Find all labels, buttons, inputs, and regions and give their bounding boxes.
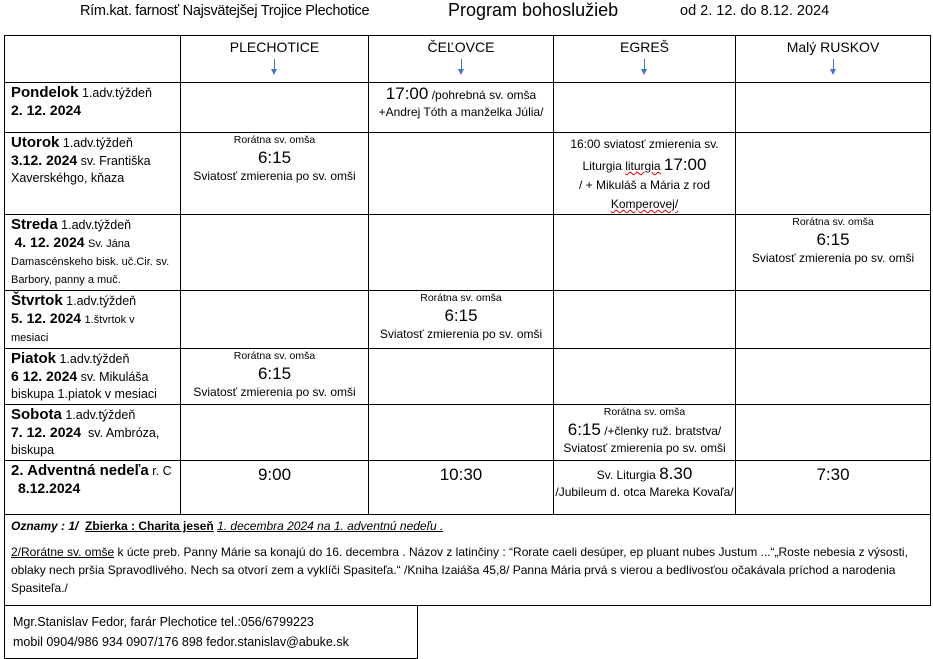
empty-cell bbox=[181, 215, 369, 291]
table-row bbox=[5, 133, 931, 215]
service-cell: 16:00 sviatosť zmierenia sv. Liturgia liturgia 17:00 / + Mikuláš a Mária z rod Komperovej/ bbox=[554, 133, 736, 215]
empty-cell bbox=[369, 405, 554, 461]
document-title: Program bohoslužieb bbox=[448, 0, 619, 20]
empty-cell bbox=[181, 83, 369, 133]
empty-cell bbox=[554, 291, 736, 349]
empty-cell bbox=[554, 215, 736, 291]
day-cell: Pondelok 1.adv.týždeň 2. 12. 2024 bbox=[5, 83, 181, 133]
column-header-egres: EGREŠ bbox=[554, 36, 736, 83]
arrow-down-icon bbox=[829, 59, 838, 75]
service-cell: Sv. Liturgia 8.30 /Jubileum d. otca Mareka Kovaľa/ bbox=[554, 461, 736, 515]
table-row bbox=[5, 461, 931, 515]
header-row bbox=[5, 36, 931, 83]
schedule-table bbox=[4, 35, 931, 606]
service-cell: Rorátna sv. omša 6:15 Sviatosť zmierenia po sv. omši bbox=[736, 215, 931, 291]
day-cell: Štvrtok 1.adv.týždeň 5. 12. 2024 1.štvrtok v mesiaci bbox=[5, 291, 181, 349]
service-cell: Rorátna sv. omša 6:15 Sviatosť zmierenia po sv. omši bbox=[181, 133, 369, 215]
empty-cell bbox=[736, 83, 931, 133]
service-cell: 9:00 bbox=[181, 461, 369, 515]
empty-cell bbox=[736, 133, 931, 215]
empty-cell bbox=[369, 215, 554, 291]
empty-cell bbox=[181, 291, 369, 349]
table-row bbox=[5, 291, 931, 349]
empty-cell bbox=[554, 83, 736, 133]
column-header-celovce: ČEĽOVCE bbox=[369, 36, 554, 83]
phone-email: mobil 0904/986 934 0907/176 898 fedor.stanislav@abuke.sk bbox=[13, 635, 349, 649]
empty-cell bbox=[736, 405, 931, 461]
empty-cell bbox=[369, 133, 554, 215]
service-cell: 17:00 /pohrebná sv. omša +Andrej Tóth a manželka Júlia/ bbox=[369, 83, 554, 133]
table-row bbox=[5, 405, 931, 461]
day-cell: Utorok 1.adv.týždeň 3.12. 2024 sv. Františka Xaverskéhgo, kňaza bbox=[5, 133, 181, 215]
announcements: Oznamy : 1/ Zbierka : Charita jeseň 1. decembra 2024 na 1. adventnú nedeľu . 2/Rorátne sv. omše k úcte preb. Panny Márie sa konajú do 16. decembra . Názov z latinčiny : “Rorate caeli desúper, ep pluant nubes Justum ...“„Roste nebesia z výsosti, oblaky nech pršia Spravodlivého. Nech sa otvorí zem a vyklíči Spasiteľa.“ /Kniha Izaiáša 45,8/ Panna Mária prvá s vierou a bedlivosťou očakávala príchod a narodenia Spasiteľa./ bbox=[5, 515, 931, 606]
service-cell: 7:30 bbox=[736, 461, 931, 515]
arrow-down-icon bbox=[270, 59, 279, 75]
service-cell: Rorátna sv. omša 6:15 Sviatosť zmierenia po sv. omši bbox=[181, 349, 369, 405]
arrow-down-icon bbox=[457, 59, 466, 75]
column-header-plechotice: PLECHOTICE bbox=[181, 36, 369, 83]
column-header-maly-ruskov: Malý RUSKOV bbox=[736, 36, 931, 83]
table-row bbox=[5, 83, 931, 133]
corner-cell bbox=[5, 36, 181, 83]
empty-cell bbox=[369, 349, 554, 405]
day-cell: Piatok 1.adv.týždeň 6 12. 2024 sv. Mikuláša biskupa 1.piatok v mesiaci bbox=[5, 349, 181, 405]
day-cell: Streda 1.adv.týždeň 4. 12. 2024 Sv. Jána Damascénskeho bisk. uč.Cir. sv. Barbory, panny a muč. bbox=[5, 215, 181, 291]
day-cell: 2. Adventná nedeľa r. C 8.12.2024 bbox=[5, 461, 181, 515]
service-cell: Rorátna sv. omša 6:15 Sviatosť zmierenia po sv. omši bbox=[369, 291, 554, 349]
day-cell: Sobota 1.adv.týždeň 7. 12. 2024 sv. Ambróza, biskupa bbox=[5, 405, 181, 461]
date-range: od 2. 12. do 8.12. 2024 bbox=[680, 3, 830, 19]
contact-footer bbox=[4, 606, 418, 659]
document-header bbox=[0, 0, 933, 30]
service-cell: 10:30 bbox=[369, 461, 554, 515]
arrow-down-icon bbox=[640, 59, 649, 75]
empty-cell bbox=[736, 349, 931, 405]
pastor-contact: Mgr.Stanislav Fedor, farár Plechotice tel.:056/6799223 bbox=[13, 615, 314, 629]
table-row bbox=[5, 349, 931, 405]
parish-name: Rím.kat. farnosť Najsvätejšej Trojice Plechotice bbox=[80, 3, 370, 19]
empty-cell bbox=[736, 291, 931, 349]
empty-cell bbox=[554, 349, 736, 405]
service-cell: Rorátna sv. omša 6:15 /+členky ruž. bratstva/ Sviatosť zmierenia po sv. omši bbox=[554, 405, 736, 461]
table-row bbox=[5, 215, 931, 291]
notes-row bbox=[5, 515, 931, 606]
empty-cell bbox=[181, 405, 369, 461]
